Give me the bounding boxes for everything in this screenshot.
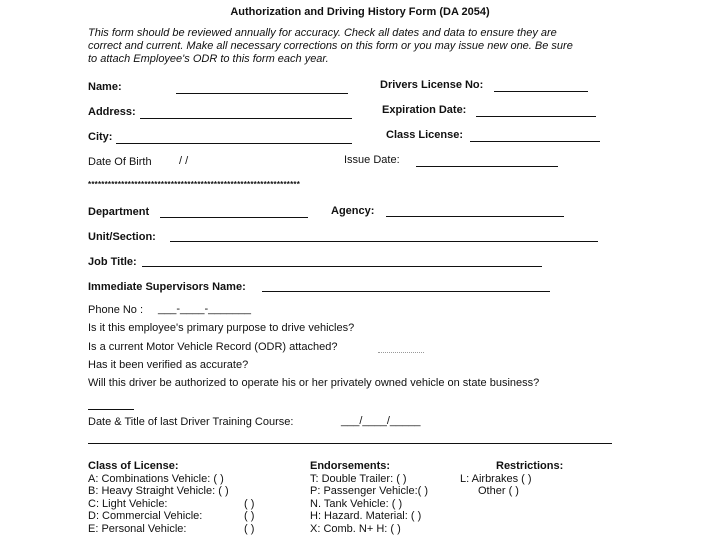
city-field[interactable]	[116, 143, 352, 144]
separator: ****************************************************************	[88, 180, 301, 189]
issue-date-label: Issue Date:	[344, 154, 400, 166]
class-license-label: Class License:	[386, 129, 464, 141]
city-label: City:	[88, 131, 113, 143]
issue-date-field[interactable]	[416, 166, 558, 167]
phone-label: Phone No :	[88, 304, 144, 316]
endorsement-item[interactable]: P: Passenger Vehicle:( )	[310, 485, 429, 498]
address-label: Address:	[88, 106, 136, 118]
agency-field[interactable]	[386, 216, 564, 217]
phone-field[interactable]: ___-____-_______	[158, 303, 251, 315]
question-primary-purpose: Is it this employee's primary purpose to drive vehicles?	[88, 322, 355, 334]
name-field[interactable]	[176, 93, 348, 94]
license-class-checkboxes	[244, 498, 254, 536]
private-vehicle-answer[interactable]	[88, 409, 134, 410]
class-of-license-heading: Class of License:	[88, 460, 179, 472]
license-class-item[interactable]: D: Commercial Vehicle:	[88, 510, 203, 523]
job-title-label: Job Title:	[88, 256, 137, 268]
training-course-label: Date & Title of last Driver Training Course:	[88, 416, 294, 428]
department-field[interactable]	[160, 217, 308, 218]
license-class-item[interactable]: C: Light Vehicle:	[88, 497, 168, 510]
drivers-license-label: Drivers License No:	[380, 79, 484, 91]
restriction-item[interactable]: L: Airbrakes ( )	[460, 472, 532, 485]
odr-attached-answer[interactable]	[378, 352, 424, 353]
unit-section-label: Unit/Section:	[88, 231, 156, 243]
endorsement-item[interactable]: N. Tank Vehicle: ( )	[310, 497, 403, 510]
endorsements-heading: Endorsements:	[310, 460, 391, 472]
date-of-birth-field[interactable]: / /	[179, 155, 189, 167]
endorsement-item[interactable]: H: Hazard. Material: ( )	[310, 510, 422, 523]
job-title-field[interactable]	[142, 266, 542, 267]
license-class-checkbox[interactable]: ( )	[244, 522, 255, 535]
license-class-item[interactable]: A: Combinations Vehicle: ( )	[88, 472, 224, 485]
form-instructions	[88, 27, 573, 66]
supervisor-label: Immediate Supervisors Name:	[88, 281, 246, 293]
training-course-date[interactable]: ___/____/_____	[341, 415, 421, 427]
license-class-checkbox[interactable]: ( )	[244, 497, 255, 510]
instruction-line: correct and current. Make all necessary corrections on this form or you may issue new one. Be sure	[88, 40, 573, 52]
class-of-license-section	[88, 460, 229, 536]
endorsement-item[interactable]: T: Double Trailer: ( )	[310, 472, 407, 485]
supervisor-field[interactable]	[262, 291, 550, 292]
instruction-line: to attach Employee's ODR to this form each year.	[88, 53, 329, 65]
form-title: Authorization and Driving History Form (DA 2054)	[230, 6, 490, 18]
instruction-line: This form should be reviewed annually for accuracy. Check all dates and data to ensure they are	[88, 27, 557, 39]
date-of-birth-label: Date Of Birth	[88, 156, 152, 168]
unit-section-field[interactable]	[170, 241, 598, 242]
expiration-date-field[interactable]	[476, 116, 596, 117]
question-private-vehicle: Will this driver be authorized to operate his or her privately owned vehicle on state business?	[88, 377, 540, 389]
question-verified: Has it been verified as accurate?	[88, 359, 249, 371]
name-label: Name:	[88, 81, 122, 93]
endorsements-section	[310, 460, 428, 536]
restriction-item[interactable]: Other ( )	[478, 485, 519, 498]
expiration-date-label: Expiration Date:	[382, 104, 467, 116]
agency-label: Agency:	[331, 205, 375, 217]
department-label: Department	[88, 206, 150, 218]
address-field[interactable]	[140, 118, 352, 119]
license-class-item[interactable]: B: Heavy Straight Vehicle: ( )	[88, 485, 229, 498]
class-license-field[interactable]	[470, 141, 600, 142]
endorsement-item[interactable]: X: Comb. N+ H: ( )	[310, 522, 401, 535]
training-course-field[interactable]	[88, 443, 612, 444]
restrictions-section	[460, 460, 563, 498]
question-odr-attached: Is a current Motor Vehicle Record (ODR) attached?	[88, 341, 338, 353]
license-class-checkbox[interactable]: ( )	[244, 510, 255, 523]
license-class-item[interactable]: E: Personal Vehicle:	[88, 522, 187, 535]
drivers-license-field[interactable]	[494, 91, 588, 92]
restrictions-heading: Restrictions:	[496, 460, 564, 472]
